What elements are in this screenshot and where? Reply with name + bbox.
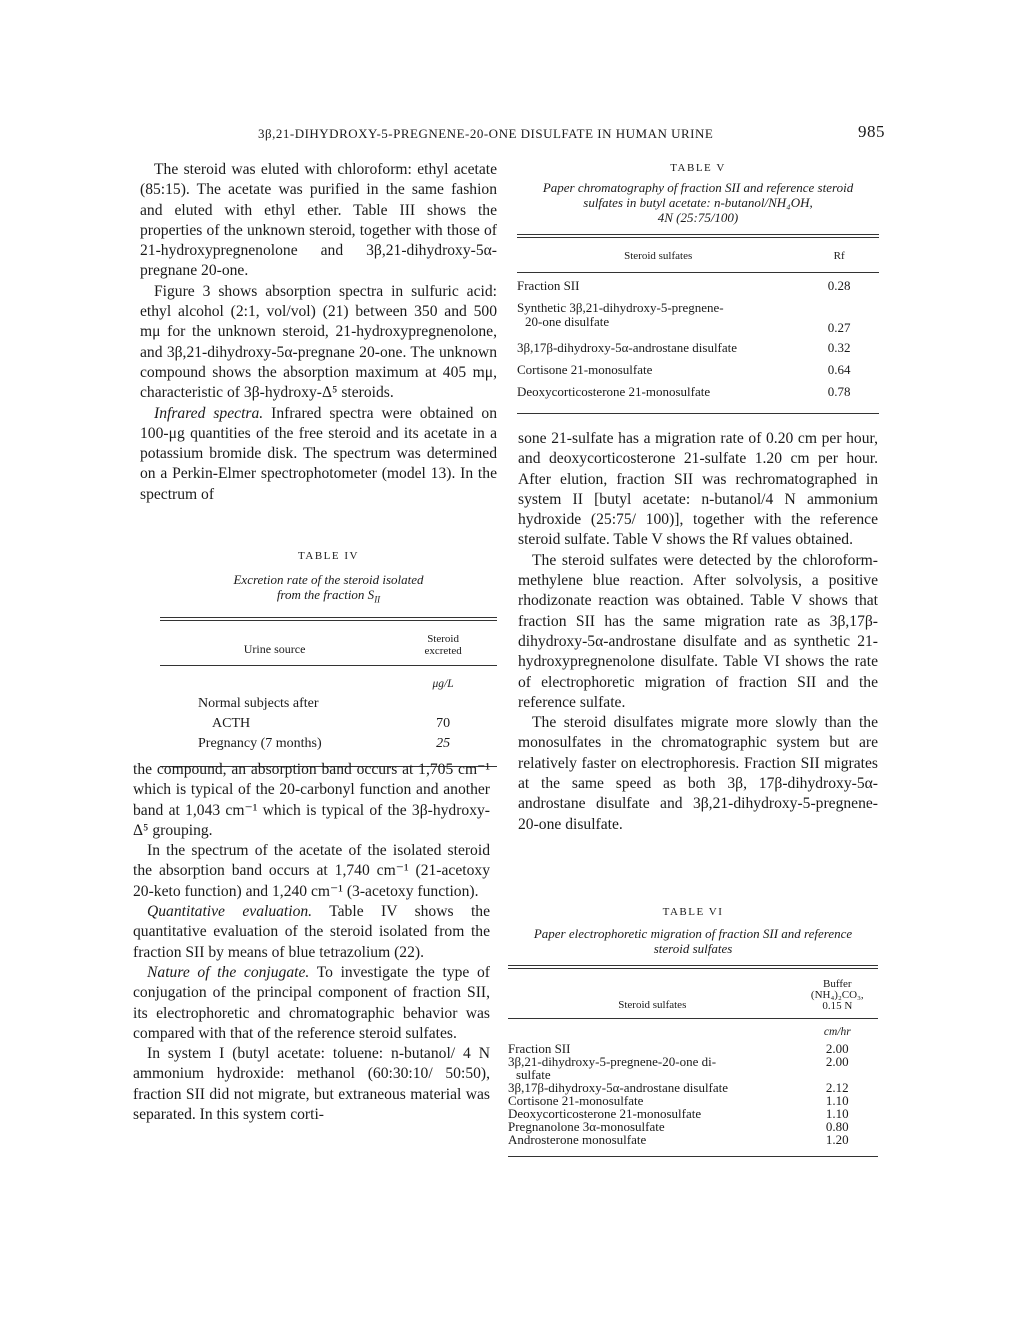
header-line: Buffer: [823, 978, 852, 990]
section-heading: Quantitative evaluation.: [147, 903, 313, 921]
cell-name: Deoxycorticosterone 21-monosulfate: [517, 384, 711, 399]
cell-line: Synthetic 3β,21-dihydroxy-5-pregnene-: [517, 300, 724, 315]
cell-source: Normal subjects after: [198, 695, 319, 711]
header-line: 0.15 N: [822, 1000, 853, 1012]
paragraph: [133, 902, 490, 963]
right-column: [518, 429, 878, 835]
unit-label: μg/L: [432, 677, 454, 690]
unit-label: cm/hr: [823, 1026, 851, 1038]
caption-line: Paper chromatography of fraction SII and reference steroid: [542, 180, 854, 195]
caption-line: 4N (25:75/100): [657, 210, 739, 225]
header-line: excreted: [424, 644, 462, 657]
caption-line: Excretion rate of the steroid isolated: [233, 572, 424, 587]
table-v: [517, 162, 879, 414]
table-header: [508, 979, 878, 1012]
page-number: 985: [858, 122, 885, 141]
cell-source: Pregnancy (7 months): [198, 735, 322, 751]
paragraph: the compound, an absorption band occurs at 1,705 cm⁻¹ which is typical of the 20-carbonyl function and another band at 1,043 cm⁻¹ which is typical of the 3β-hydroxy-Δ⁵ grouping.: [133, 761, 490, 839]
cell-source: ACTH: [212, 715, 251, 731]
cell-value: 1.20: [825, 1132, 849, 1147]
cell-name: Pregnanolone 3α-monosulfate: [508, 1119, 665, 1134]
header-rule: [508, 1018, 878, 1019]
top-rule-double: [160, 620, 497, 621]
table-row: [517, 357, 879, 379]
cell-line: 20-one disulfate: [525, 314, 610, 329]
table-row: [517, 279, 879, 301]
cell-value: [389, 694, 497, 714]
cell-value: 1.10: [825, 1106, 849, 1121]
table-caption: [508, 926, 878, 956]
cell-name: Fraction SII: [517, 278, 580, 293]
top-rule-double: [517, 237, 879, 238]
table-body: [508, 1026, 878, 1146]
column-header: [797, 979, 878, 1012]
paragraph: The steroid sulfates were detected by the chloroform-methylene blue reaction. After solvolysis, a positive rhodizonate reaction was obtained. Table V shows that fraction SII has the same migration rate as 3β,17β-dihydroxy-5α-androstane disulfate and as synthetic 21-hydroxypregnenolone disulfate. Table VI shows the rate of electrophoretic migration of fraction SII and the reference sulfate.: [518, 551, 878, 711]
bottom-rule: [517, 413, 879, 414]
column-header: Urine source: [243, 641, 306, 656]
cell-name: 3β,17β-dihydroxy-5α-androstane disulfate: [508, 1080, 729, 1095]
column-header: Steroid sulfates: [618, 999, 687, 1011]
table-iv: [160, 550, 497, 767]
cell-name: [508, 1055, 797, 1081]
cell-value: 0.80: [825, 1119, 849, 1134]
cell-value: 1.10: [825, 1093, 849, 1108]
cell-value: 2.00: [825, 1041, 849, 1056]
cell-rf: 0.27: [827, 320, 851, 335]
caption-line: Paper electrophoretic migration of fraction SII and reference: [533, 926, 853, 941]
cell-name: Fraction SII: [508, 1041, 571, 1056]
running-head: [0, 124, 1020, 144]
top-rule-double: [508, 968, 878, 969]
table-row: [160, 714, 497, 734]
paragraph-body: To investigate the type of conjugation of the principal component of fraction SII, its electrophoretic and chromatographic behavior was compared with that of the reference steroid sulfates.: [133, 963, 490, 1042]
cell-value: 2.12: [825, 1080, 849, 1095]
left-column-bottom: [133, 760, 490, 1125]
cell-line: 3β,21-dihydroxy-5-pregnene-20-one di-: [508, 1054, 717, 1069]
header-rule: [160, 665, 497, 666]
cell-name: [517, 301, 799, 335]
table-caption: [160, 572, 497, 608]
table-body: [517, 279, 879, 401]
table-row: [508, 1133, 878, 1146]
top-rule: [160, 617, 497, 618]
table-body: [160, 674, 497, 754]
caption-line: steroid sulfates: [653, 941, 733, 956]
paragraph: [140, 404, 497, 505]
header-line: (NH₄)₂CO₃,: [810, 989, 864, 1001]
left-column-top: [140, 160, 497, 505]
section-heading: Nature of the conjugate.: [147, 963, 310, 981]
table-header: [517, 250, 879, 262]
table-label: TABLE V: [670, 162, 726, 174]
table-row: [160, 734, 497, 754]
caption-line: [160, 587, 497, 608]
table-row: [508, 1039, 878, 1055]
cell-line: sulfate: [516, 1067, 551, 1082]
cell-rf: 0.32: [827, 340, 851, 355]
cell-value: 25: [436, 735, 451, 751]
paragraph: Figure 3 shows absorption spectra in sulfuric acid: ethyl alcohol (2:1, vol/vol) (21) between 350 and 500 mμ for the unknown steroid, 21-hydroxypregnenolone, and 3β,21-dihydroxy-5α-pregnane 20-one. The unknown compound shows the absorption maximum at 405 mμ, characteristic of 3β-hydroxy-Δ⁵ steroids.: [140, 282, 497, 402]
cell-name: 3β,17β-dihydroxy-5α-androstane disulfate: [517, 340, 738, 355]
unit-row: [508, 1026, 878, 1039]
cell-rf: 0.78: [827, 384, 851, 399]
top-rule: [517, 234, 879, 235]
paragraph: The steroid was eluted with chloroform: ethyl acetate (85:15). The acetate was purified in the same fashion and eluted with ethyl ether. Table III shows the properties of the unknown steroid, together with those of 21-hydroxypregnenolone and 3β,21-dihydroxy-5α-pregnane 20-one.: [140, 161, 497, 280]
table-caption: [517, 180, 879, 225]
caption-text: from the fraction S: [276, 587, 375, 602]
cell-rf: 0.28: [827, 278, 851, 293]
running-title: 3β,21-DIHYDROXY-5-PREGNENE-20-ONE DISULFATE IN HUMAN URINE: [258, 126, 714, 141]
caption-subscript: II: [374, 594, 381, 605]
header-line: Steroid: [427, 632, 459, 645]
cell-name: Androsterone monosulfate: [508, 1132, 647, 1147]
column-header: Rf: [833, 250, 845, 262]
paragraph: In the spectrum of the acetate of the isolated steroid the absorption band occurs at 1,740 cm⁻¹ (21-acetoxy 20-keto function) and 1,240 cm⁻¹ (3-acetoxy function).: [133, 842, 490, 900]
column-header: [389, 633, 497, 657]
paragraph: [133, 963, 490, 1044]
table-label: TABLE VI: [662, 906, 724, 918]
table-row: [160, 694, 497, 714]
caption-line: sulfates in butyl acetate: n-butanol/NH₄OH,: [583, 195, 813, 210]
unit-row: [160, 674, 497, 694]
table-header: [160, 633, 497, 657]
paragraph-body: Infrared spectra were obtained on 100-μg quantities of the free steroid and its acetate in a potassium bromide disk. The spectrum was determined on a Perkin-Elmer spectrophotometer (model 13). In the spectrum of: [140, 404, 497, 503]
table-row: [517, 301, 879, 335]
table-label: TABLE IV: [298, 550, 359, 562]
cell-value: 70: [436, 715, 451, 731]
paragraph-body: Table IV shows the quantitative evaluation of the steroid isolated from the fraction SII by means of blue tetrazolium (22).: [133, 903, 491, 961]
bottom-rule: [508, 1156, 878, 1157]
section-heading: Infrared spectra.: [154, 404, 264, 422]
table-row: [517, 379, 879, 401]
cell-name: Cortisone 21-monosulfate: [517, 362, 653, 377]
cell-name: Cortisone 21-monosulfate: [508, 1093, 644, 1108]
cell-rf: 0.64: [827, 362, 851, 377]
cell-name: Deoxycorticosterone 21-monosulfate: [508, 1106, 702, 1121]
cell-value: 2.00: [825, 1054, 849, 1069]
table-row: [517, 335, 879, 357]
table-row: [508, 1055, 878, 1081]
header-rule: [517, 272, 879, 273]
top-rule: [508, 965, 878, 966]
paragraph: The steroid disulfates migrate more slowly than the monosulfates in the chromatographic system but are relatively faster on electrophoresis. Fraction SII migrates at the same speed as both 3β, 17β-dihydroxy-5α-androstane disulfate and 3β,21-dihydroxy-5-pregnene-20-one disulfate.: [518, 714, 878, 833]
paragraph: sone 21-sulfate has a migration rate of 0.20 cm per hour, and deoxycorticosterone 21-sulfate 1.20 cm per hour. After elution, fraction SII was rechromatographed in system II [butyl acetate: n-butanol/4 N ammonium hydroxide (25:75/ 100)], together with the reference steroid sulfate. Table V shows the Rf values obtained.: [518, 430, 878, 549]
paragraph: In system I (butyl acetate: toluene: n-butanol/ 4 N ammonium hydroxide: methanol (60:30:10/ 50:50), fraction SII did not migrate, but extraneous material was separated. In this system corti-: [133, 1045, 490, 1124]
column-header: Steroid sulfates: [624, 250, 693, 262]
table-vi: [508, 906, 878, 1157]
